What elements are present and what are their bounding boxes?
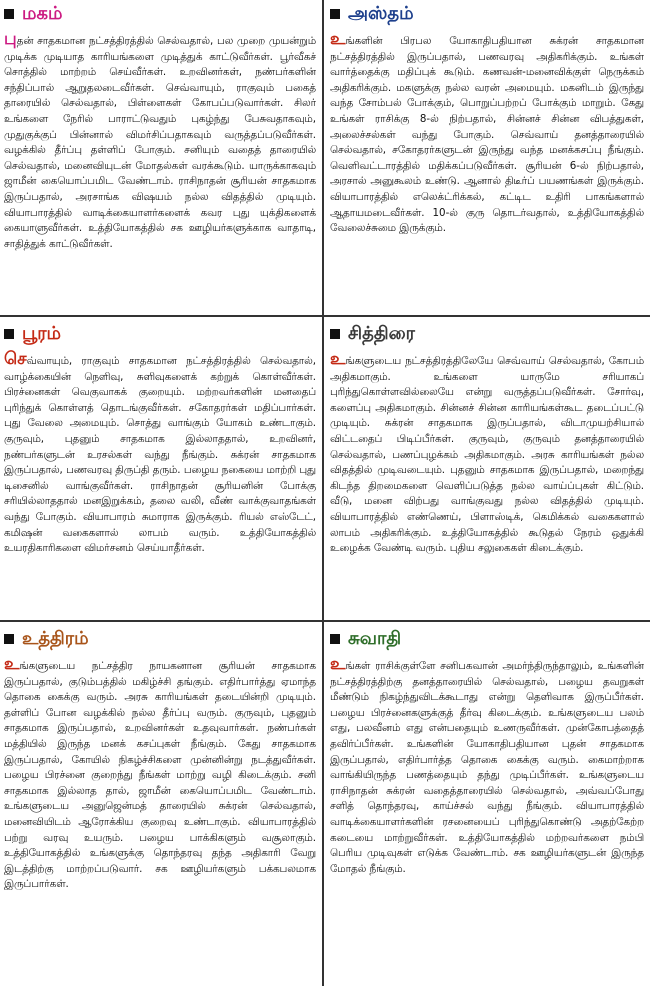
section-text: வ்வாயும், ராகுவும் சாதகமான நட்சத்திரத்தில் செல்வதால், வாழ்க்கையின் நெளிவு, சுளிவுகளைக் கற்றுக் கொள்வீர்கள். பிரச்னைகள் வெகுவாகக் குறையும். மற்றவர்களின் மனதைப் புரிந்துக் கொள்ளத் தொடங்குவீர்கள். சகோதரர்கள் மதிப்பார்கள். புது வேலை அமையும். சொத்து வாங்கும் யோகம் உண்டாகும். குருவும், புதனும் சாதகமாக இல்லாததால், உறவினர், நண்பர்களுடன் உரசல்கள் வந்து நீங்கும். சுக்ரன் சாதகமாக இருப்பதால், பணவரவு திருப்தி தரும். பழைய நகையை மாற்றி புது டிசைனில் வாங்குவீர்கள். ராசிநாதன் சூரியனின் போக்கு சரியில்லாததால் மனஇறுக்கம், தலை வலி, வீண் வாக்குவாதங்கள் வந்து போகும். வியாபாரம் சுமாராக இருக்கும். ரியல் எஸ்டேட், கமிஷன் வகைகளால் லாபம் வரும். உத்தியோகத்தில் உயரதிகாரிகளை விமர்சனம் செய்யாதீர்கள். (4, 355, 316, 555)
section-chithirai (330, 322, 644, 616)
drop-cap: பு (4, 29, 17, 49)
section-body (4, 654, 316, 893)
bullet-square-icon (4, 634, 14, 644)
section-title-text: சித்திரை (348, 322, 415, 344)
section-title (4, 627, 316, 651)
section-title-text: பூரம் (22, 322, 62, 344)
section-title (330, 627, 644, 651)
section-title-text: மகம் (22, 2, 63, 24)
section-pooram (4, 322, 316, 616)
section-magam (4, 2, 316, 312)
section-title (330, 2, 644, 26)
section-title-text: அஸ்தம் (348, 2, 414, 24)
section-text: ங்களுடைய நட்சத்திர நாயகனான சூரியன் சாதகமாக இருப்பதால், குடும்பத்தில் மகிழ்ச்சி தங்கும். எதிர்பார்த்து ஏமாந்த தொகை கைக்கு வரும். அரசு காரியங்கள் தடையின்றி முடியும். தள்ளிப் போன வழக்கில் நல்ல தீர்ப்பு வரும். குருவும், புதனும் சாதகமாக இருப்பதால், உறவினர்கள் உதவுவார்கள். நண்பர்கள் மத்தியில் இருந்த மனக் கசப்புகள் நீங்கும். கேது சாதகமாக இருப்பதால், கோயில் நிகழ்ச்சிகளை முன்னின்று நடத்துவீர்கள். பழைய பிரச்னை குறைந்து நீங்கள் மாற்று வழி கிடைக்கும். சனி சாதகமாக இல்லாத தால், ஜாமீன் கையொப்பமிட வேண்டாம். உங்களுடைய அனுஜென்மத் தாரையில் சுக்ரன் செல்வதால், மனைவியிடம் ஆரோக்கிய குறைவு உண்டாகும். வியாபாரத்தில் பற்று வரவு உயரும். பழைய பாக்கிகளும் வசூலாகும். உத்தியோகத்தில் உங்களுக்கு தொந்தரவு தந்த அதிகாரி வேறு இடத்திற்கு மாற்றப்படுவார். சக ஊழியர்களும் பக்கபலமாக இருப்பார்கள். (4, 660, 316, 891)
row-divider-2 (0, 620, 650, 622)
section-text: ங்களின் பிரபல யோகாதிபதியான சுக்ரன் சாதகமான நட்சத்திரத்தில் இருப்பதால், பணவரவு அதிகரிக்கும். உங்கள் வார்த்தைக்கு மதிப்புக் கூடும். கணவன்-மனைவிக்குள் நெருக்கம் அதிகரிக்கும். மகளுக்கு நல்ல வரன் அமையும். மகனிடம் இருந்து வந்த சோம்பல் போக்கும், பொறுப்பற்றப் போக்கும் மாறும். கேது உங்கள் ராசிக்கு 8-ல் நிற்பதால், சின்னச் சின்ன விபத்துகள், அலைச்சல்கள் வந்து போகும். செவ்வாய் தனத்தாரையில் செல்வதால், சகோதரர்களுடன் இருந்து வந்த மனக்கசப்பு நீங்கும். வெளிவட்டாரத்தில் மதிக்கப்படுவீர்கள். சூரியன் 6-ல் நிற்பதால், அரசால் அனுகூலம் உண்டு. ஆனால் திடீர்ப் பயணங்கள் இருக்கும். வியாபாரத்தில் எலெக்ட்ரிக்கல், கட்டிட உதிரி பாகங்களால் ஆதாயமடைவீர்கள். 10-ல் குரு தொடர்வதால், உத்தியோகத்தில் வேலைச்சுமை இருக்கும். (330, 35, 644, 235)
section-uthiram (4, 627, 316, 983)
section-title-text: சுவாதி (348, 627, 402, 649)
section-body (330, 29, 644, 237)
section-text: ங்களுடைய நட்சத்திரத்திலேயே செவ்வாய் செல்வதால், கோபம் அதிகமாகும். உங்களை யாருமே சரியாகப் புரிந்துகொள்ளவில்லையே என்று வருத்தப்படுவீர்கள். சோர்வு, களைப்பு அதிகமாகும். சின்னச் சின்ன காரியங்கள்கூட தடைப்பட்டு முடியும். சுக்ரன் சாதகமாக இருப்பதால், விடாமுயற்சியால் விட்டதைப் பிடிப்பீர்கள். குருவும், குருவும் தனத்தாரையில் செல்வதால், பணப்புழக்கம் அதிகமாகும். அரசு காரியங்கள் நல்ல விதத்தில் முடிவடையும். புதனும் சாதகமாக இருப்பதால், மறைந்து கிடந்த திறமைகளை வெளிப்படுத்த நல்ல வாய்ப்புகள் கிட்டும். வீடு, மனை விற்பது வாங்குவது நல்ல விதத்தில் முடியும். வியாபாரத்தில் எண்ணெய், பிளாஸ்டிக், கெமிக்கல் வகைகளால் லாபம் அதிகரிக்கும். உத்தியோகத்தில் கூடுதல் நேரம் ஒதுக்கி உழைக்க வேண்டி வரும். புதிய சலுகைகள் கிடைக்கும். (330, 355, 644, 555)
bullet-square-icon (330, 634, 340, 644)
section-body (4, 349, 316, 557)
section-body (330, 349, 644, 557)
section-text: ங்கள் ராசிக்குள்ளே சனிபகவான் அமர்ந்திருந்தாலும், உங்களின் நட்சத்திரத்திற்கு தனத்தாரையில் செல்வதால், பழைய தவறுகள் மீண்டும் நிகழ்ந்துவிடக்கூடாது என்று தெளிவாக இருப்பீர்கள். பழைய பிரச்னைகளுக்குத் தீர்வு கிடைக்கும். உங்களுடைய பலம் எது, பலவீனம் எது என்பதையும் உணருவீர்கள். முன்கோபத்தைத் தவிர்ப்பீர்கள். உங்களின் யோகாதிபதியான புதன் சாதகமாக இருப்பதால், எதிர்பார்த்த தொகை கைக்கு வரும். கைமாற்றாக வாங்கியிருந்த பணத்தையும் தந்து முடிப்பீர்கள். உங்களுடைய ராசிநாதன் சுக்ரன் வதைத்தாரையில் செல்வதால், அவ்வப்போது சளித் தொந்தரவு, காய்ச்சல் வந்து நீங்கும். வியாபாரத்தில் வாடிக்கையாளர்களின் ரசனையைப் புரிந்துகொண்டு அதற்கேற்ற கடையை மாற்றுவீர்கள். உத்தியோகத்தில் மற்றவர்களை நம்பி பெரிய முடிவுகள் எடுக்க வேண்டாம். சக ஊழியர்களுடன் இருந்த மோதல் நீங்கும். (330, 660, 644, 875)
drop-cap: உ (330, 654, 346, 674)
section-body (4, 29, 316, 252)
section-title-text: உத்திரம் (22, 627, 89, 649)
section-swathi (330, 627, 644, 983)
drop-cap: உ (330, 29, 346, 49)
bullet-square-icon (330, 329, 340, 339)
section-title (4, 2, 316, 26)
drop-cap: உ (330, 349, 346, 369)
drop-cap: உ (4, 654, 20, 674)
bullet-square-icon (4, 9, 14, 19)
section-title (4, 322, 316, 346)
bullet-square-icon (4, 329, 14, 339)
column-divider (322, 0, 324, 986)
section-text: தன் சாதகமான நட்சத்திரத்தில் செல்வதால், பல முறை முயன்றும் முடிக்க முடியாத காரியங்களை முடித்துக் காட்டுவீர்கள். பூர்வீகச் சொத்தில் மாற்றம் செய்வீர்கள். உறவினர்கள், நண்பர்களின் சந்திப்பால் ஆறுதலடைவீர்கள். செவ்வாயும், ராகுவும் பகைத் தாரையில் செல்வதால், பிள்ளைகள் கோபப்படுவார்கள். சிலர் உங்களை நேரில் பாராட்டுவதும் புகழ்ந்து பேசுவதாகவும், முதுகுக்குப் பின்னால் விமர்சிப்பதாகவும் வருத்தப்படுவீர்கள். வழக்கில் தீர்ப்பு தள்ளிப் போகும். சனியும் வதைத் தாரையில் செல்வதால், மனைவியுடன் மோதல்கள் வரக்கூடும். யாருக்காகவும் ஜாமீன் கையொப்பமிட வேண்டாம். ராசிநாதன் சூரியன் சாதகமாக இருப்பதால், அரசாங்க விஷயம் நல்ல விதத்தில் முடியும். வியாபாரத்தில் வாடிக்கையாளர்களைக் கவர புது யுக்திகளைக் கையாளுவீர்கள். உத்தியோகத்தில் சக ஊழியர்களுக்காக வாதாடி, சாதித்துக் காட்டுவீர்கள். (4, 35, 316, 250)
section-body (330, 654, 644, 877)
drop-cap: செ (4, 349, 27, 369)
bullet-square-icon (330, 9, 340, 19)
section-astham (330, 2, 644, 312)
section-title (330, 322, 644, 346)
row-divider-1 (0, 315, 650, 317)
